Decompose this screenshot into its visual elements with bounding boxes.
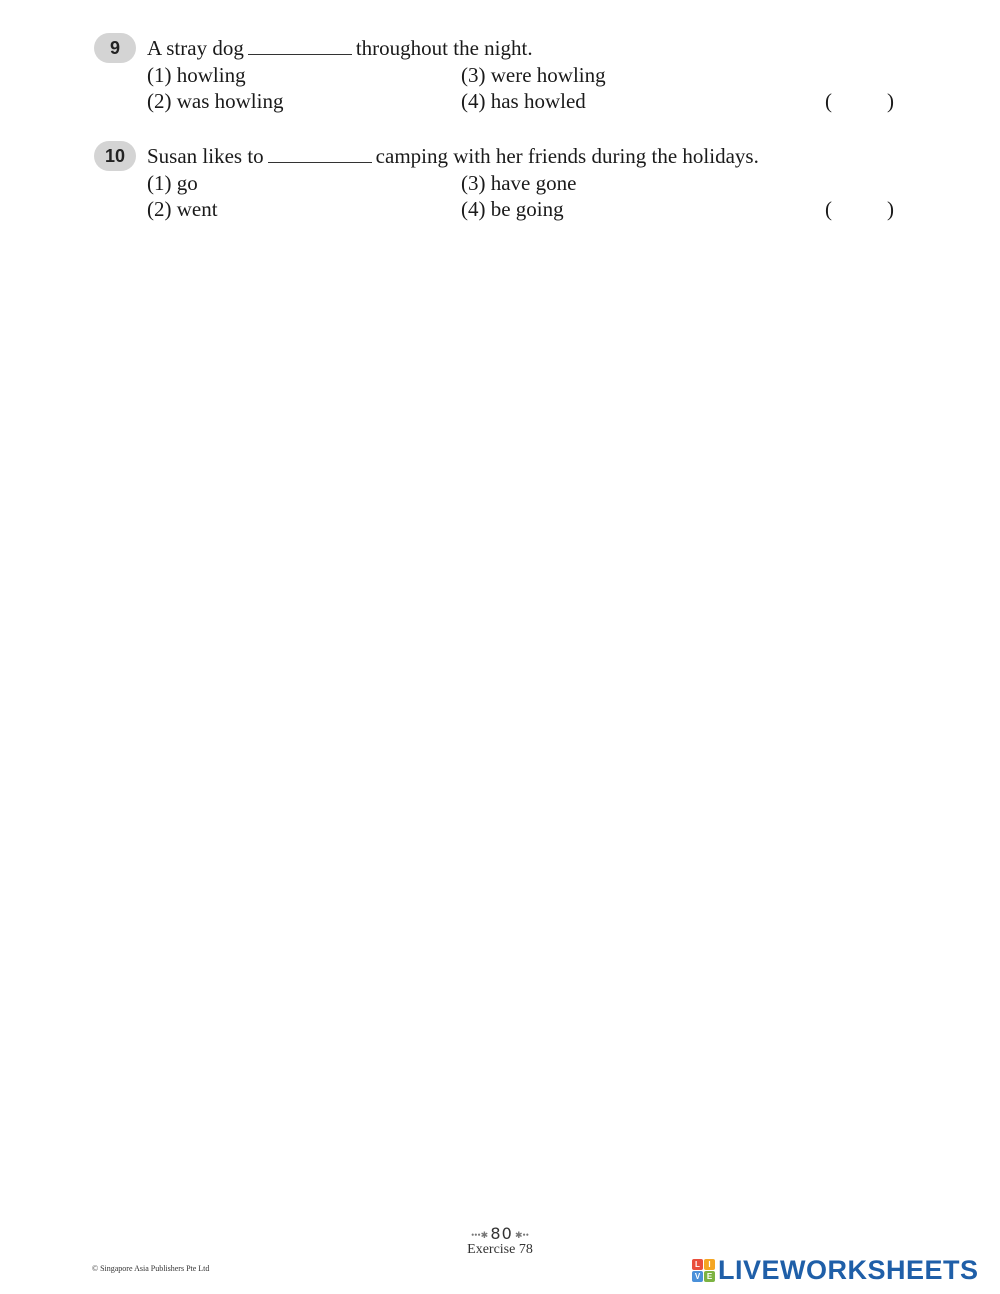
logo-tile: V: [692, 1271, 703, 1282]
liveworksheets-logo[interactable]: [692, 1256, 979, 1284]
answer-blank: [248, 36, 352, 55]
decorative-dots-left-icon: •••✱: [471, 1229, 491, 1240]
copyright-notice: © Singapore Asia Publishers Pte Ltd: [92, 1264, 210, 1273]
answer-paren-open: (: [825, 89, 832, 113]
question-number-badge: 10: [94, 141, 136, 171]
brand-name: LIVEWORKSHEETS: [718, 1254, 979, 1285]
exercise-label: Exercise 78: [467, 1242, 533, 1257]
option-2[interactable]: (2) was howling: [147, 89, 284, 113]
stem-text-before: A stray dog: [147, 36, 244, 60]
answer-blank: [268, 144, 372, 163]
question-number-badge: 9: [94, 33, 136, 63]
answer-paren-close: ): [887, 89, 894, 113]
page-footer: [450, 1224, 550, 1258]
option-1[interactable]: (1) go: [147, 171, 198, 195]
option-4[interactable]: (4) be going: [461, 197, 564, 221]
logo-tiles-icon: [692, 1259, 715, 1282]
logo-tile: L: [692, 1259, 703, 1270]
question-stem: [147, 143, 759, 169]
page-number-line: [450, 1224, 550, 1244]
option-2[interactable]: (2) went: [147, 197, 218, 221]
option-4[interactable]: (4) has howled: [461, 89, 586, 113]
answer-paren-open: (: [825, 197, 832, 221]
option-3[interactable]: (3) were howling: [461, 63, 606, 87]
logo-tile: I: [704, 1259, 715, 1270]
answer-paren-close: ): [887, 197, 894, 221]
decorative-dots-right-icon: ✱••: [512, 1229, 529, 1240]
option-1[interactable]: (1) howling: [147, 63, 246, 87]
option-3[interactable]: (3) have gone: [461, 171, 577, 195]
page-number: 80: [490, 1224, 513, 1243]
stem-text-after: throughout the night.: [355, 36, 533, 60]
question-stem: [147, 35, 533, 61]
stem-text-before: Susan likes to: [147, 144, 264, 168]
stem-text-after: camping with her friends during the holidays.: [375, 144, 759, 168]
logo-tile: E: [704, 1271, 715, 1282]
